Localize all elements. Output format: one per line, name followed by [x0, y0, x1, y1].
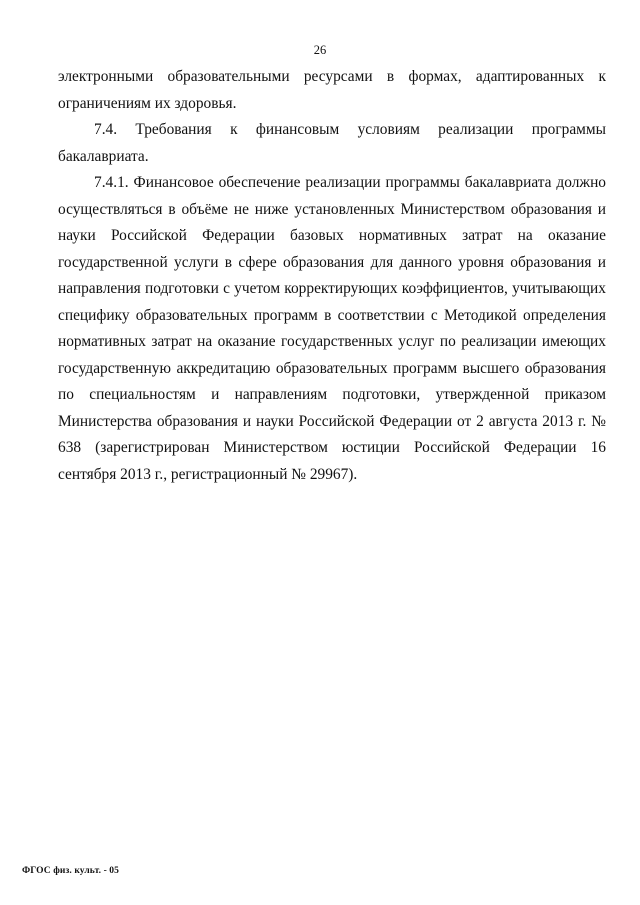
footer-document-mark: ФГОС физ. культ. - 05: [22, 866, 120, 876]
page-number: 26: [313, 43, 327, 57]
paragraph-7-4-1: 7.4.1. Финансовое обеспечение реализации программы бакалавриата должно осуществляться в объёме не ниже установленных Министерством образования и науки Российской Федерации базовых нормативных затрат на оказание государственной услуги в сфере образования для данного уровня образования и направления подготовки с учетом корректирующих коэффициентов, учитывающих специфику образовательных программ в соответствии с Методикой определения нормативных затрат на оказание государственных услуг по реализации имеющих государственную аккредитацию образовательных программ высшего образования по специальностям и направлениям подготовки, утвержденной приказом Министерства образования и науки Российской Федерации от 2 августа 2013 г. № 638 (зарегистрирован Министерством юстиции Российской Федерации 16 сентября 2013 г., регистрационный № 29967).: [58, 174, 606, 483]
paragraph-continuation: электронными образовательными ресурсами в формах, адаптированных к ограничениям их здоровья.: [58, 68, 606, 112]
section-heading-7-4: 7.4. Требования к финансовым условиям реализации программы бакалавриата.: [58, 121, 606, 165]
document-body: [58, 64, 606, 488]
